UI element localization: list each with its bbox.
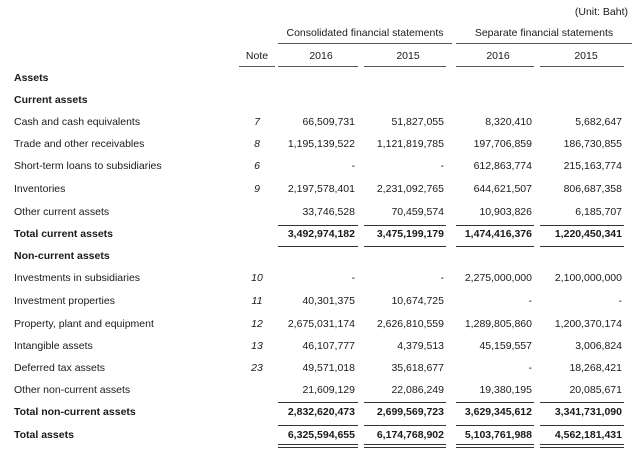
table-row	[0, 318, 640, 340]
separate-2016-value: 45,159,557	[479, 340, 532, 352]
consolidated-2016-header: 2016	[309, 50, 333, 62]
consolidated-2016-value: 33,746,528	[302, 206, 355, 218]
row-label: Assets	[14, 72, 49, 84]
consolidated-2015-value: 4,379,513	[397, 340, 444, 352]
consolidated-2016-value: 66,509,731	[302, 116, 355, 128]
total-rule	[456, 402, 534, 403]
row-label: Total current assets	[14, 228, 114, 240]
separate-2016-header: 2016	[486, 50, 510, 62]
consolidated-2016-value: 40,301,375	[302, 295, 355, 307]
separate-2015-value: 1,200,370,174	[554, 318, 622, 330]
consolidated-2015-value: 2,626,810,559	[376, 318, 444, 330]
row-note: 6	[254, 160, 260, 172]
separate-2016-value: 3,629,345,612	[464, 406, 532, 418]
separate-2015-value: 3,341,731,090	[554, 406, 622, 418]
total-rule	[364, 402, 446, 403]
separate-2015-value: 1,220,450,341	[554, 228, 622, 240]
separate-2016-value: 19,380,195	[479, 384, 532, 396]
separate-2015-value: 186,730,855	[563, 138, 622, 150]
separate-2015-value: 3,006,824	[575, 340, 622, 352]
separate-2016-value: -	[528, 295, 532, 307]
double-underline-rule	[278, 447, 358, 448]
separate-2016-value: 8,320,410	[485, 116, 532, 128]
table-row	[0, 138, 640, 160]
double-underline-rule	[456, 447, 534, 448]
separate-2016-value: 5,103,761,988	[464, 429, 532, 441]
row-note: 23	[251, 362, 263, 374]
consolidated-header-rule	[278, 43, 452, 44]
consolidated-2015-value: 2,231,092,765	[376, 183, 444, 195]
subtotal-underline-rule	[278, 246, 358, 247]
consolidated-2015-value: 51,827,055	[391, 116, 444, 128]
consolidated-group-header: Consolidated financial statements	[286, 27, 444, 39]
total-rule	[364, 425, 446, 426]
row-label: Cash and cash equivalents	[14, 116, 141, 128]
consolidated-2015-value: 2,699,569,723	[376, 406, 444, 418]
row-note: 11	[251, 295, 263, 307]
row-label: Non-current assets	[14, 250, 110, 262]
separate-2015-value: 4,562,181,431	[554, 429, 622, 441]
table-row	[0, 116, 640, 138]
consolidated-2016-value: 2,197,578,401	[287, 183, 355, 195]
table-row	[0, 160, 640, 182]
consolidated-2015-value: 10,674,725	[391, 295, 444, 307]
table-row	[0, 250, 640, 272]
row-note: 13	[251, 340, 263, 352]
table-row	[0, 72, 640, 94]
c1-header-rule	[278, 66, 358, 67]
total-rule	[278, 225, 358, 226]
consolidated-2016-value: -	[351, 160, 355, 172]
consolidated-2016-value: 1,195,139,522	[287, 138, 355, 150]
double-underline-rule	[278, 444, 358, 445]
separate-2015-value: 806,687,358	[563, 183, 622, 195]
consolidated-2015-value: 3,475,199,179	[376, 228, 444, 240]
double-underline-rule	[364, 444, 446, 445]
row-label: Inventories	[14, 183, 66, 195]
consolidated-2015-value: 35,618,677	[391, 362, 444, 374]
consolidated-2015-value: 70,459,574	[391, 206, 444, 218]
separate-2015-value: 20,085,671	[569, 384, 622, 396]
consolidated-2016-value: 46,107,777	[302, 340, 355, 352]
note-column-header: Note	[245, 50, 269, 62]
row-label: Intangible assets	[14, 340, 93, 352]
consolidated-2015-value: -	[440, 272, 444, 284]
separate-2016-value: 612,863,774	[473, 160, 532, 172]
consolidated-2016-value: 2,832,620,473	[287, 406, 355, 418]
total-rule	[540, 402, 624, 403]
double-underline-rule	[456, 444, 534, 445]
consolidated-2016-value: 49,571,018	[302, 362, 355, 374]
consolidated-2015-value: 1,121,819,785	[376, 138, 444, 150]
subtotal-underline-rule	[364, 246, 446, 247]
separate-2016-value: 1,474,416,376	[464, 228, 532, 240]
double-underline-rule	[540, 444, 624, 445]
table-row	[0, 94, 640, 116]
double-underline-rule	[364, 447, 446, 448]
row-label: Investment properties	[14, 295, 115, 307]
separate-2015-value: -	[618, 295, 622, 307]
consolidated-2015-value: -	[440, 160, 444, 172]
row-note: 9	[254, 183, 260, 195]
table-row	[0, 183, 640, 205]
consolidated-2016-value: 21,609,129	[302, 384, 355, 396]
table-row	[0, 340, 640, 362]
row-label: Other non-current assets	[14, 384, 131, 396]
c2-header-rule	[364, 66, 446, 67]
row-label: Current assets	[14, 94, 88, 106]
subtotal-underline-rule	[540, 246, 624, 247]
separate-2016-value: 644,621,507	[473, 183, 532, 195]
row-label: Total non-current assets	[14, 406, 136, 418]
row-label: Trade and other receivables	[14, 138, 145, 150]
total-rule	[278, 402, 358, 403]
table-row	[0, 295, 640, 317]
table-row	[0, 272, 640, 294]
total-rule	[278, 425, 358, 426]
row-note: 7	[254, 116, 260, 128]
total-rule	[540, 225, 624, 226]
row-label: Other current assets	[14, 206, 110, 218]
total-rule	[364, 225, 446, 226]
row-note: 12	[251, 318, 263, 330]
consolidated-2015-value: 22,086,249	[391, 384, 444, 396]
separate-2015-value: 215,163,774	[563, 160, 622, 172]
subtotal-underline-rule	[456, 246, 534, 247]
consolidated-2016-value: 2,675,031,174	[287, 318, 355, 330]
note-header-rule	[239, 66, 275, 67]
separate-2016-value: 1,289,805,860	[464, 318, 532, 330]
separate-group-header: Separate financial statements	[474, 27, 614, 39]
consolidated-2015-value: 6,174,768,902	[376, 429, 444, 441]
row-label: Total assets	[14, 429, 74, 441]
double-underline-rule	[540, 447, 624, 448]
separate-2015-value: 6,185,707	[575, 206, 622, 218]
unit-label: (Unit: Baht)	[574, 6, 628, 18]
consolidated-2016-value: 6,325,594,655	[287, 429, 355, 441]
separate-header-rule	[456, 43, 632, 44]
c3-header-rule	[456, 66, 534, 67]
row-label: Short-term loans to subsidiaries	[14, 160, 162, 172]
row-label: Property, plant and equipment	[14, 318, 154, 330]
separate-2015-header: 2015	[574, 50, 598, 62]
separate-2016-value: -	[528, 362, 532, 374]
row-label: Investments in subsidiaries	[14, 272, 141, 284]
consolidated-2016-value: -	[351, 272, 355, 284]
total-rule	[540, 425, 624, 426]
total-rule	[456, 225, 534, 226]
row-note: 10	[251, 272, 263, 284]
row-note: 8	[254, 138, 260, 150]
row-label: Deferred tax assets	[14, 362, 106, 374]
table-row	[0, 362, 640, 384]
c4-header-rule	[540, 66, 624, 67]
consolidated-2015-header: 2015	[396, 50, 420, 62]
separate-2016-value: 10,903,826	[479, 206, 532, 218]
separate-2015-value: 5,682,647	[575, 116, 622, 128]
separate-2015-value: 18,268,421	[569, 362, 622, 374]
consolidated-2016-value: 3,492,974,182	[287, 228, 355, 240]
separate-2016-value: 2,275,000,000	[464, 272, 532, 284]
separate-2015-value: 2,100,000,000	[554, 272, 622, 284]
separate-2016-value: 197,706,859	[473, 138, 532, 150]
total-rule	[456, 425, 534, 426]
